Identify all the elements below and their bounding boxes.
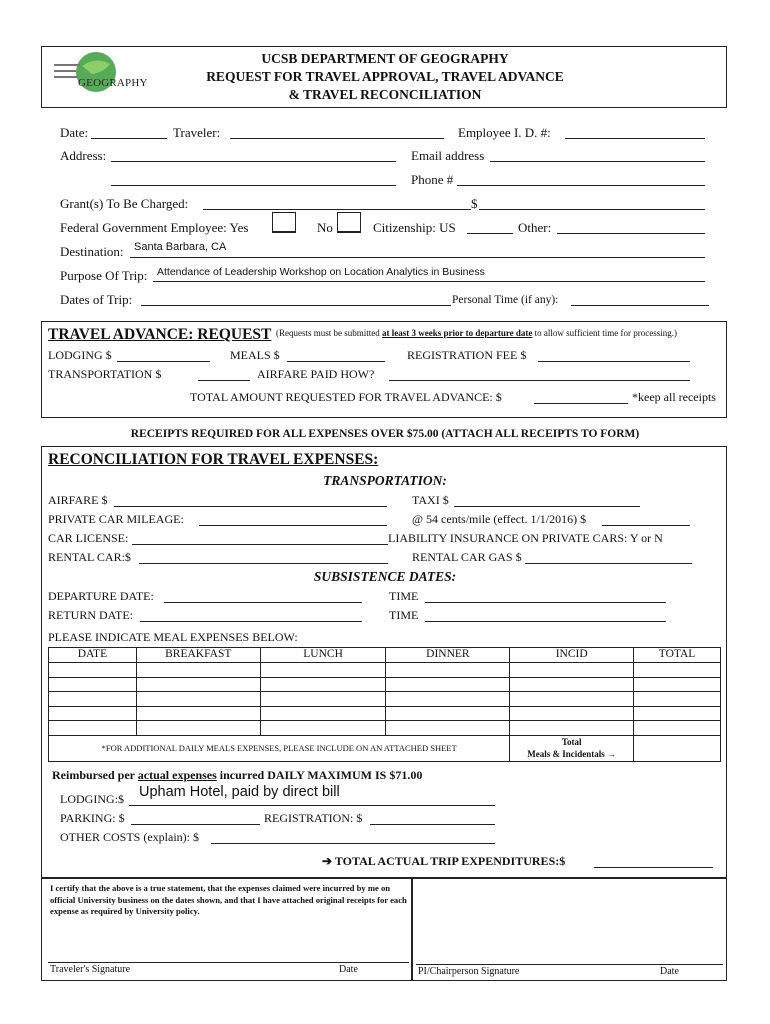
time-label-2: TIME [389,608,419,622]
travel-advance-note: (Requests must be submitted at least 3 weeks prior to departure date to allow sufficient time for processing.) [276,328,677,338]
grants-amount-field[interactable] [479,209,705,210]
traveler-signature-label: Traveler's Signature [50,964,131,975]
traveler-label: Traveler: [173,125,221,140]
transportation-heading: TRANSPORTATION: [323,473,447,488]
personal-time-field[interactable] [571,305,709,306]
citizenship-us-field[interactable] [467,233,513,234]
citizenship-other-field[interactable] [557,233,705,234]
date-field[interactable] [91,138,167,139]
total-actual-field[interactable] [594,867,713,868]
lodging-label: LODGING:$ [60,792,124,806]
rental-car-field[interactable] [139,563,388,564]
traveler-signature-line[interactable] [48,962,409,963]
keep-receipts-note: *keep all receipts [632,390,716,404]
rental-car-label: RENTAL CAR:$ [48,550,131,564]
certification-text: I certify that the above is a true statement, that the expenses claimed were incurred by me on official University business on the dates shown, and that I have attached original receipts for each expense as required by University policy. [50,883,407,916]
lodging-field[interactable] [129,805,495,806]
departure-date-field[interactable] [164,602,362,603]
mileage-amount-field[interactable] [602,525,690,526]
destination-field[interactable] [130,257,705,258]
grants-dollar: $ [471,196,478,211]
address-field-1[interactable] [111,161,396,162]
personal-time-label: Personal Time (if any): [452,294,559,306]
citizenship-label: Citizenship: US [373,220,456,235]
other-costs-field[interactable] [211,843,495,844]
total-meals-label: Total Meals & Incidentals → [510,735,634,761]
return-date-field[interactable] [140,621,362,622]
registration-field[interactable] [370,824,495,825]
email-label: Email address [411,148,485,163]
mileage-rate-label: @ 54 cents/mile (effect. 1/1/2016) $ [412,512,587,526]
parking-field[interactable] [131,824,260,825]
table-note: *FOR ADDITIONAL DAILY MEALS EXPENSES, PLEASE INCLUDE ON AN ATTACHED SHEET [49,735,510,761]
advance-registration-field[interactable] [538,361,690,362]
advance-meals-label: MEALS $ [230,348,280,362]
meal-prompt: PLEASE INDICATE MEAL EXPENSES BELOW: [48,630,298,644]
col-date: DATE [49,648,137,663]
table-header-row [49,648,721,663]
destination-label: Destination: [60,244,124,259]
header-line-2: REQUEST FOR TRAVEL APPROVAL, TRAVEL ADVANCE [206,69,564,84]
advance-lodging-field[interactable] [117,361,210,362]
date-label-1: Date [339,964,358,975]
destination-value: Santa Barbara, CA [134,241,227,253]
rental-gas-label: RENTAL CAR GAS $ [412,550,522,564]
purpose-label: Purpose Of Trip: [60,268,148,283]
receipts-notice: RECEIPTS REQUIRED FOR ALL EXPENSES OVER $75.00 (ATTACH ALL RECEIPTS TO FORM) [130,428,640,440]
employee-id-label: Employee I. D. #: [458,125,551,140]
private-car-field[interactable] [199,525,387,526]
total-meals-field[interactable] [634,735,721,761]
header-line-1: UCSB DEPARTMENT OF GEOGRAPHY [261,51,509,66]
return-time-field[interactable] [425,621,666,622]
meal-expense-table [48,647,721,762]
advance-total-label: TOTAL AMOUNT REQUESTED FOR TRAVEL ADVANCE: $ [190,390,502,404]
rental-gas-field[interactable] [525,563,692,564]
email-field[interactable] [490,161,705,162]
reconciliation-title: RECONCILIATION FOR TRAVEL EXPENSES: [48,451,379,468]
col-total: TOTAL [634,648,721,663]
registration-label: REGISTRATION: $ [264,811,363,825]
grants-label: Grant(s) To Be Charged: [60,196,189,211]
table-row[interactable] [49,721,721,736]
col-incid: INCID [510,648,634,663]
col-dinner: DINNER [386,648,510,663]
advance-transportation-field[interactable] [198,380,250,381]
table-footer-row [49,735,721,761]
certification-divider [411,878,413,981]
address-field-2[interactable] [111,185,396,186]
pi-signature-line[interactable] [416,964,723,965]
other-costs-label: OTHER COSTS (explain): $ [60,830,199,844]
advance-lodging-label: LODGING $ [48,348,112,362]
subsistence-heading: SUBSISTENCE DATES: [313,569,457,584]
total-actual-label: ➔ TOTAL ACTUAL TRIP EXPENDITURES:$ [322,854,566,868]
return-date-label: RETURN DATE: [48,608,133,622]
pi-signature-label: PI/Chairperson Signature [418,966,520,977]
airfare-field[interactable] [114,506,387,507]
advance-total-field[interactable] [534,403,628,404]
time-label-1: TIME [389,589,419,603]
advance-meals-field[interactable] [287,361,385,362]
travel-advance-title: TRAVEL ADVANCE: REQUEST [48,326,272,343]
taxi-field[interactable] [454,506,640,507]
date-label: Date: [60,125,89,140]
purpose-value: Attendance of Leadership Workshop on Location Analytics in Business [157,266,485,278]
airfare-label: AIRFARE $ [48,493,108,507]
col-breakfast: BREAKFAST [136,648,260,663]
federal-no-checkbox[interactable] [337,212,361,233]
parking-label: PARKING: $ [60,811,125,825]
lodging-value: Upham Hotel, paid by direct bill [139,784,340,800]
table-row[interactable] [49,677,721,692]
other-label: Other: [518,220,552,235]
grants-field[interactable] [203,209,471,210]
federal-yes-checkbox[interactable] [272,212,296,233]
liability-label: LIABILITY INSURANCE ON PRIVATE CARS: Y or N [388,531,663,545]
departure-date-label: DEPARTURE DATE: [48,589,154,603]
employee-id-field[interactable] [565,138,705,139]
advance-transportation-label: TRANSPORTATION $ [48,367,162,381]
departure-time-field[interactable] [425,602,666,603]
dates-field[interactable] [141,305,451,306]
address-label: Address: [60,148,107,163]
advance-registration-label: REGISTRATION FEE $ [407,348,527,362]
car-license-label: CAR LICENSE: [48,531,129,545]
header-line-3: & TRAVEL RECONCILIATION [288,87,482,102]
table-row[interactable] [49,706,721,721]
table-row[interactable] [49,692,721,707]
date-label-2: Date [660,966,679,977]
phone-field[interactable] [457,185,705,186]
logo-text: GEOGRAPHY [78,77,148,89]
car-license-field[interactable] [132,544,388,545]
advance-airfare-field[interactable] [389,380,690,381]
traveler-field[interactable] [230,138,444,139]
private-car-label: PRIVATE CAR MILEAGE: [48,512,184,526]
reimbursed-note: Reimbursed per actual expenses incurred DAILY MAXIMUM IS $71.00 [52,768,423,782]
federal-label: Federal Government Employee: Yes [60,220,249,235]
taxi-label: TAXI $ [412,493,449,507]
purpose-field[interactable] [153,281,705,282]
phone-label: Phone # [411,172,454,187]
dates-label: Dates of Trip: [60,292,133,307]
no-label: No [317,220,333,235]
advance-airfare-label: AIRFARE PAID HOW? [257,367,375,381]
table-row[interactable] [49,663,721,678]
col-lunch: LUNCH [260,648,386,663]
